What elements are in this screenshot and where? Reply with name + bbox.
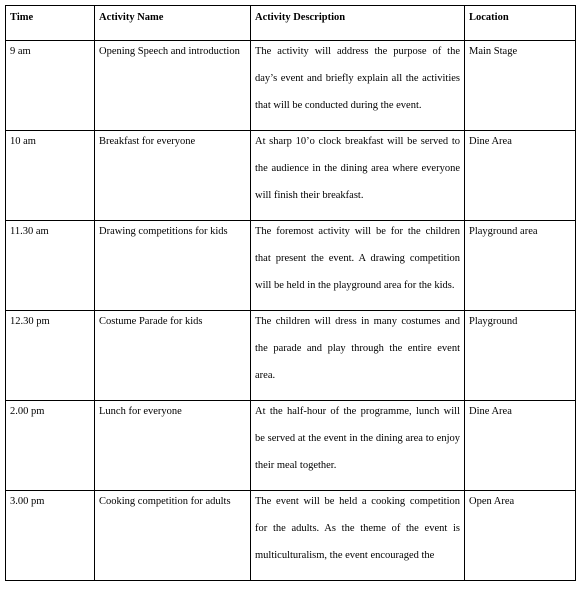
cell-activity-name-text: Opening Speech and introduction — [99, 46, 240, 57]
cell-activity-name-text: Drawing competitions for kids — [99, 226, 228, 237]
table-row — [6, 401, 576, 491]
cell-activity-name-text: Cooking competition for adults — [99, 496, 231, 507]
cell-time — [6, 41, 95, 131]
table-header — [6, 6, 576, 41]
cell-activity-description-text: The foremost activity will be for the children that present the event. A drawing competition will be held in the playground area for the kids. — [255, 226, 460, 291]
cell-location-text: Dine Area — [469, 136, 512, 147]
cell-activity-description-text: At the half-hour of the programme, lunch will be served at the event in the dining area to enjoy their meal together. — [255, 406, 460, 471]
cell-time-text: 11.30 am — [10, 226, 49, 237]
cell-activity-description-text: The activity will address the purpose of the day’s event and briefly explain all the activities that will be conducted during the event. — [255, 46, 460, 111]
cell-activity-name-text: Lunch for everyone — [99, 406, 182, 417]
cell-location — [465, 41, 576, 131]
cell-time — [6, 491, 95, 581]
cell-activity-name — [95, 491, 251, 581]
cell-activity-description — [251, 41, 465, 131]
cell-location — [465, 221, 576, 311]
cell-activity-description-text: The event will be held a cooking competition for the adults. As the theme of the event is multiculturalism, the event encouraged the — [255, 496, 460, 561]
cell-activity-description — [251, 491, 465, 581]
table-row — [6, 491, 576, 581]
cell-activity-name — [95, 401, 251, 491]
cell-time — [6, 401, 95, 491]
cell-activity-name — [95, 221, 251, 311]
cell-location — [465, 401, 576, 491]
header-time: Time — [6, 6, 95, 41]
header-activity-name: Activity Name — [95, 6, 251, 41]
table-row — [6, 221, 576, 311]
cell-activity-description — [251, 221, 465, 311]
cell-activity-name — [95, 311, 251, 401]
table-row — [6, 131, 576, 221]
cell-location-text: Playground — [469, 316, 518, 327]
table-row — [6, 311, 576, 401]
cell-time-text: 2.00 pm — [10, 406, 45, 417]
cell-activity-name-text: Costume Parade for kids — [99, 316, 203, 327]
cell-location-text: Main Stage — [469, 46, 518, 57]
cell-time-text: 10 am — [10, 136, 36, 147]
cell-location-text: Dine Area — [469, 406, 512, 417]
header-location: Location — [465, 6, 576, 41]
activity-schedule-table — [5, 5, 576, 581]
table-row — [6, 41, 576, 131]
cell-activity-name — [95, 41, 251, 131]
cell-activity-name — [95, 131, 251, 221]
header-row — [6, 6, 576, 41]
cell-location — [465, 311, 576, 401]
cell-activity-name-text: Breakfast for everyone — [99, 136, 196, 147]
cell-time-text: 12.30 pm — [10, 316, 50, 327]
cell-time — [6, 221, 95, 311]
cell-location-text: Open Area — [469, 496, 515, 507]
cell-time-text: 9 am — [10, 46, 31, 57]
cell-time — [6, 311, 95, 401]
cell-activity-description — [251, 311, 465, 401]
header-activity-description: Activity Description — [251, 6, 465, 41]
cell-location — [465, 131, 576, 221]
cell-activity-description-text: The children will dress in many costumes and the parade and play through the entire event area. — [255, 316, 460, 381]
cell-time-text: 3.00 pm — [10, 496, 45, 507]
table-body — [6, 41, 576, 581]
cell-activity-description — [251, 401, 465, 491]
cell-time — [6, 131, 95, 221]
cell-location — [465, 491, 576, 581]
cell-activity-description-text: At sharp 10’o clock breakfast will be served to the audience in the dining area where everyone will finish their breakfast. — [255, 136, 460, 201]
cell-activity-description — [251, 131, 465, 221]
cell-location-text: Playground area — [469, 226, 538, 237]
